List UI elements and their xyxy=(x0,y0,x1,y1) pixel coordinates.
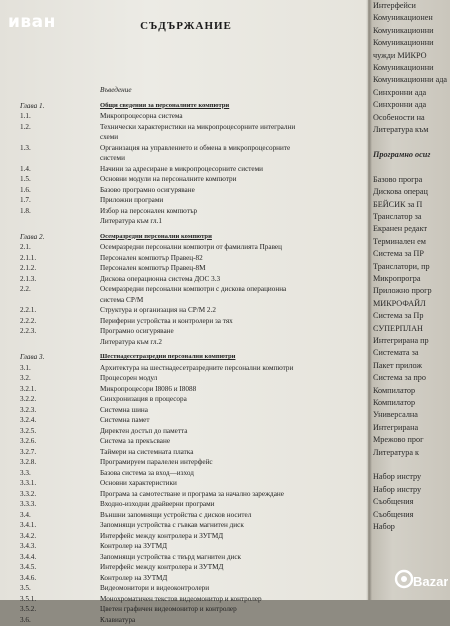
toc-row xyxy=(0,490,360,501)
toc-title: Избор на персонален компютър xyxy=(100,207,355,215)
facing-page-line: Компилатор xyxy=(373,397,450,409)
toc-title: Литература към гл.1 xyxy=(100,217,355,225)
facing-page-line: Приложно прогр xyxy=(373,285,450,297)
facing-page-line xyxy=(373,459,450,471)
toc-row xyxy=(0,511,360,522)
toc-row xyxy=(0,144,360,155)
facing-page-line: чужди МИКРО xyxy=(373,50,450,62)
bazar-logo xyxy=(394,566,448,596)
toc-number: 3.1. xyxy=(20,364,31,372)
toc-title: система СР/М xyxy=(100,296,355,304)
toc-number: 2.1.2. xyxy=(20,264,36,272)
toc-title: Технически характеристики на микропроцесорните интегрални xyxy=(100,123,355,131)
toc-number: 3.4.5. xyxy=(20,563,36,571)
facing-page-line: Съобщения xyxy=(373,496,450,508)
facing-page-line: Транслатор за xyxy=(373,211,450,223)
facing-page-line: Комуникационен xyxy=(373,12,450,24)
toc-number: 1.7. xyxy=(20,196,31,204)
toc-row xyxy=(0,574,360,585)
toc-number: 3.2.7. xyxy=(20,448,36,456)
toc-row xyxy=(0,327,360,338)
page-title: СЪДЪРЖАНИЕ xyxy=(0,20,372,32)
toc-title: Програма за самотестване и програма за начално зареждане xyxy=(100,490,355,498)
toc-row xyxy=(0,458,360,469)
toc-title: Синхронизация в процесора xyxy=(100,395,355,403)
toc-title: Системна шина xyxy=(100,406,355,414)
facing-page-line: Интегрирана пр xyxy=(373,335,450,347)
toc-number: 3.2.5. xyxy=(20,427,36,435)
facing-page-line: Мрежово прог xyxy=(373,434,450,446)
facing-page-line: Набор xyxy=(373,521,450,533)
facing-page-line: Литература към xyxy=(373,124,450,136)
toc-row xyxy=(0,133,360,144)
toc-number: 3.3.2. xyxy=(20,490,36,498)
toc-row xyxy=(0,374,360,385)
toc-row xyxy=(0,364,360,375)
toc-title: Контролер на ЗУГМД xyxy=(100,542,355,550)
toc-number: 3.4.4. xyxy=(20,553,36,561)
toc-number: 3.4.3. xyxy=(20,542,36,550)
toc-title: Запомнящи устройства с твърд магнитен диск xyxy=(100,553,355,561)
facing-page-line: Екранен редакт xyxy=(373,223,450,235)
toc-row xyxy=(0,285,360,296)
facing-page-line: БЕЙСИК за П xyxy=(373,199,450,211)
toc-title: Монохроматичен текстов видеомонитор и контролер xyxy=(100,595,355,603)
toc-chapter-row xyxy=(0,353,360,364)
toc-title: Основни характеристики xyxy=(100,479,355,487)
toc-title: Запомнящи устройства с гъвкав магнитен диск xyxy=(100,521,355,529)
toc-row xyxy=(0,243,360,254)
toc-title: Интерфейс между контролера и ЗУТМД xyxy=(100,563,355,571)
toc-number: 2.2.1. xyxy=(20,306,36,314)
facing-page-line: Интегрирана xyxy=(373,422,450,434)
facing-page-line: Особености на xyxy=(373,112,450,124)
toc-row xyxy=(0,264,360,275)
facing-page-line: Програмно осиг xyxy=(373,149,450,161)
toc-row xyxy=(0,296,360,307)
toc-row xyxy=(0,605,360,616)
toc-row xyxy=(0,500,360,511)
toc-row xyxy=(0,165,360,176)
facing-page-text xyxy=(373,0,450,533)
toc-row xyxy=(0,207,360,218)
toc-number: 2.1. xyxy=(20,243,31,251)
toc-row xyxy=(0,427,360,438)
toc-row xyxy=(0,584,360,595)
toc-number: 2.1.3. xyxy=(20,275,36,283)
toc-number: 1.3. xyxy=(20,144,31,152)
toc-list xyxy=(0,86,360,626)
toc-row xyxy=(0,112,360,123)
toc-number: 3.2.2. xyxy=(20,395,36,403)
toc-title: Интерфейс между контролера и ЗУГМД xyxy=(100,532,355,540)
toc-number: 3.4. xyxy=(20,511,31,519)
toc-title: Микропроцесорна система xyxy=(100,112,355,120)
toc-title: Въведение xyxy=(100,86,355,94)
toc-row xyxy=(0,86,360,97)
facing-page-line: Литература к xyxy=(373,447,450,459)
watermark-logo: иван xyxy=(8,12,56,32)
facing-page-line: Набор инстру xyxy=(373,471,450,483)
toc-number: 3.5.1. xyxy=(20,595,36,603)
toc-row xyxy=(0,437,360,448)
toc-row xyxy=(0,254,360,265)
bazar-logo-text: Bazar xyxy=(413,574,448,589)
toc-number: 3.4.1. xyxy=(20,521,36,529)
facing-page-line: Комуникационни ада xyxy=(373,74,450,86)
facing-page-line: МИКРОФАЙЛ xyxy=(373,298,450,310)
facing-page-line: Дискова операц xyxy=(373,186,450,198)
toc-number: 1.8. xyxy=(20,207,31,215)
facing-page-line: Комуникационни xyxy=(373,37,450,49)
toc-number: Глава 2. xyxy=(20,233,44,241)
toc-title: Цветен графичен видеомонитор и контролер xyxy=(100,605,355,613)
toc-number: 3.3.3. xyxy=(20,500,36,508)
toc-number: Глава 3. xyxy=(20,353,44,361)
toc-row xyxy=(0,469,360,480)
toc-number: 3.3. xyxy=(20,469,31,477)
toc-row xyxy=(0,616,360,626)
toc-title: Процесорен модул xyxy=(100,374,355,382)
toc-number: 3.5.2. xyxy=(20,605,36,613)
facing-page-line: Базово програ xyxy=(373,174,450,186)
toc-number: 3.2.8. xyxy=(20,458,36,466)
facing-page-line: Синхронни ада xyxy=(373,87,450,99)
facing-page-line: Системата за xyxy=(373,347,450,359)
toc-row xyxy=(0,385,360,396)
facing-page-line xyxy=(373,136,450,148)
toc-row xyxy=(0,338,360,349)
facing-page-line: Синхронни ада xyxy=(373,99,450,111)
toc-title: Видеомонитори и видеоконтролери xyxy=(100,584,355,592)
toc-title: Осемразредни персонални компютри xyxy=(100,233,355,240)
toc-title: Дискова операционна система ДОС 3.3 xyxy=(100,275,355,283)
toc-row xyxy=(0,448,360,459)
toc-number: 1.6. xyxy=(20,186,31,194)
toc-title: Програмируем паралелен интерфейс xyxy=(100,458,355,466)
toc-row xyxy=(0,532,360,543)
toc-title: Организация на управлението и обмена в микропроцесорните xyxy=(100,144,355,152)
toc-number: 1.5. xyxy=(20,175,31,183)
facing-page-line: Система за Пр xyxy=(373,310,450,322)
toc-title: Архитектура на шестнадесетразредните персонални компютри xyxy=(100,364,355,372)
facing-page-line: Система за про xyxy=(373,372,450,384)
toc-title: Таймери на системната платка xyxy=(100,448,355,456)
toc-title: схеми xyxy=(100,133,355,141)
toc-row xyxy=(0,479,360,490)
toc-title: Базово програмно осигуряване xyxy=(100,186,355,194)
facing-page-line: Компилатор xyxy=(373,385,450,397)
facing-page-line: Транслатори, пр xyxy=(373,261,450,273)
toc-title: Осемразредни персонални компютри с дискова операционна xyxy=(100,285,355,293)
toc-number: 1.4. xyxy=(20,165,31,173)
facing-page-line: Терминален ем xyxy=(373,236,450,248)
toc-row xyxy=(0,196,360,207)
facing-page-line: Комуникационни xyxy=(373,62,450,74)
toc-row xyxy=(0,521,360,532)
toc-row xyxy=(0,154,360,165)
toc-title: Периферни устройства и контролери за тях xyxy=(100,317,355,325)
toc-number: Глава 1. xyxy=(20,102,44,110)
toc-number: 1.1. xyxy=(20,112,31,120)
toc-title: Осемразредни персонални компютри от фамилията Правец xyxy=(100,243,355,251)
toc-title: Литература към гл.2 xyxy=(100,338,355,346)
facing-page xyxy=(368,0,450,600)
toc-row xyxy=(0,395,360,406)
toc-title: Системна памет xyxy=(100,416,355,424)
toc-row xyxy=(0,306,360,317)
toc-number: 3.4.6. xyxy=(20,574,36,582)
facing-page-line: Съобщения xyxy=(373,509,450,521)
facing-page-line: Комуникационни xyxy=(373,25,450,37)
toc-row xyxy=(0,542,360,553)
facing-page-line: Интерфейси xyxy=(373,0,450,12)
toc-row xyxy=(0,175,360,186)
toc-title: Приложни програми xyxy=(100,196,355,204)
toc-number: 2.2. xyxy=(20,285,31,293)
toc-title: Общи сведения за персоналните компютри xyxy=(100,102,355,109)
toc-title: Персонален компютър Правец-82 xyxy=(100,254,355,262)
toc-row xyxy=(0,123,360,134)
toc-title: Микропроцесори I8086 и I8088 xyxy=(100,385,355,393)
toc-row xyxy=(0,275,360,286)
toc-number: 2.1.1. xyxy=(20,254,36,262)
facing-page-line xyxy=(373,161,450,173)
toc-row xyxy=(0,563,360,574)
toc-row xyxy=(0,186,360,197)
facing-page-line: Система за ПР xyxy=(373,248,450,260)
toc-number: 3.3.1. xyxy=(20,479,36,487)
toc-title: Система за прекъсване xyxy=(100,437,355,445)
toc-number: 2.2.2. xyxy=(20,317,36,325)
toc-number: 3.4.2. xyxy=(20,532,36,540)
facing-page-line: СУПЕРПЛАН xyxy=(373,323,450,335)
toc-title: Външни запомнящи устройства с дисков носител xyxy=(100,511,355,519)
toc-title: Директен достъп до паметта xyxy=(100,427,355,435)
toc-number: 3.6. xyxy=(20,616,31,624)
facing-page-line: Пакет прилож xyxy=(373,360,450,372)
facing-page-line: Набор инстру xyxy=(373,484,450,496)
toc-title: Входно-изходни драйверни програми xyxy=(100,500,355,508)
toc-chapter-row xyxy=(0,102,360,113)
toc-title: Програмно осигуряване xyxy=(100,327,355,335)
toc-number: 3.2.6. xyxy=(20,437,36,445)
toc-chapter-row xyxy=(0,233,360,244)
facing-page-line: Универсална xyxy=(373,409,450,421)
toc-title: Клавиатура xyxy=(100,616,355,624)
facing-page-line: Микропрогра xyxy=(373,273,450,285)
toc-title: Начини за адресиране в микропроцесорните системи xyxy=(100,165,355,173)
toc-row xyxy=(0,217,360,228)
toc-number: 1.2. xyxy=(20,123,31,131)
toc-title: Персонален компютър Правец-8М xyxy=(100,264,355,272)
toc-title: Шестнадесетразредни персонални компютри xyxy=(100,353,355,360)
toc-number: 2.2.3. xyxy=(20,327,36,335)
toc-number: 3.2.4. xyxy=(20,416,36,424)
toc-number: 3.2.3. xyxy=(20,406,36,414)
toc-number: 3.5. xyxy=(20,584,31,592)
toc-number: 3.2.1. xyxy=(20,385,36,393)
toc-row xyxy=(0,416,360,427)
toc-title: Контролер на ЗУТМД xyxy=(100,574,355,582)
toc-title: Основни модули на персоналните компютри xyxy=(100,175,355,183)
toc-row xyxy=(0,553,360,564)
toc-title: Базова система за вход—изход xyxy=(100,469,355,477)
toc-number: 3.2. xyxy=(20,374,31,382)
toc-title: системи xyxy=(100,154,355,162)
toc-title: Структура и организация на СР/М 2.2 xyxy=(100,306,355,314)
toc-row xyxy=(0,406,360,417)
book-spine-shadow xyxy=(366,0,372,600)
toc-row xyxy=(0,317,360,328)
